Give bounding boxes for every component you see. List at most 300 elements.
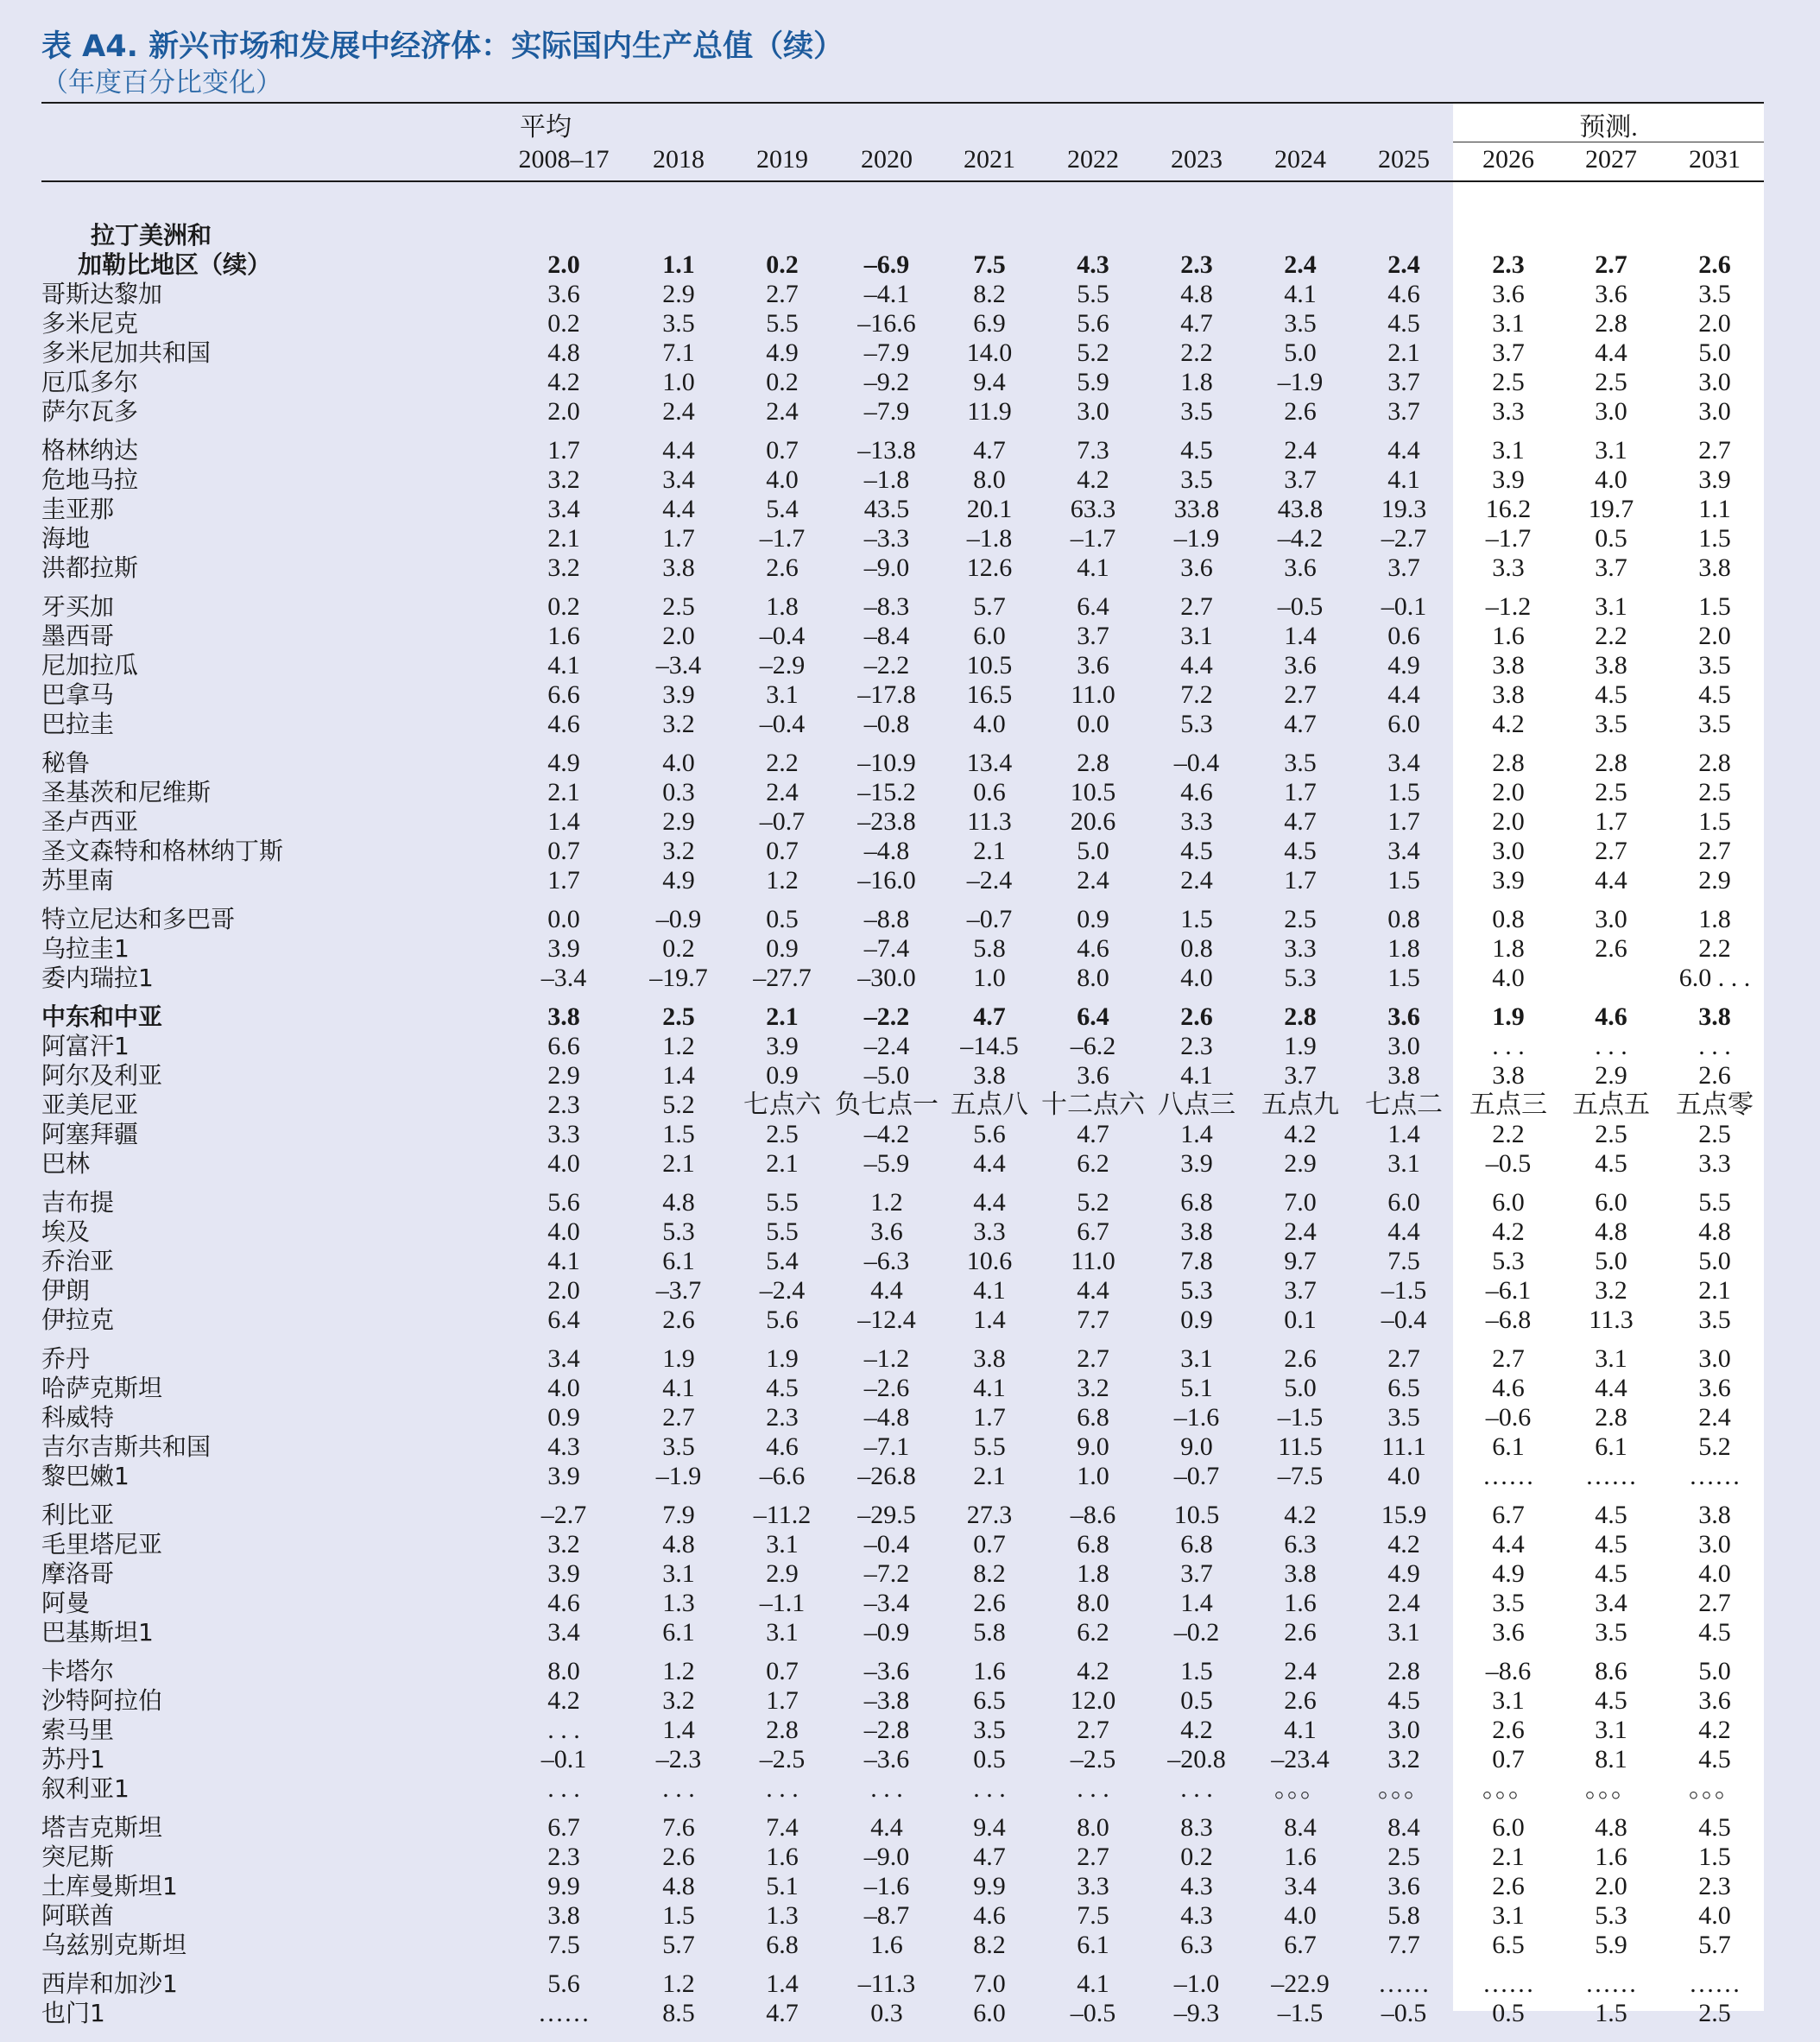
table-cell: –3.8 bbox=[863, 1686, 910, 1715]
table-cell: …… bbox=[1482, 1969, 1534, 1998]
table-cell: 2.7 bbox=[766, 280, 799, 308]
row-label: 毛里塔尼亚 bbox=[41, 1530, 163, 1558]
table-cell: 4.5 bbox=[1698, 1618, 1731, 1647]
table-row bbox=[0, 1774, 1820, 1804]
table-cell: 3.5 bbox=[662, 309, 695, 338]
table-cell: 9.4 bbox=[973, 368, 1006, 396]
table-cell: 1.2 bbox=[870, 1188, 903, 1217]
table-cell: 6.0 bbox=[1492, 1813, 1525, 1842]
table-cell: 4.4 bbox=[1492, 1530, 1525, 1558]
table-cell: 5.3 bbox=[1492, 1247, 1525, 1275]
row-label: 突尼斯 bbox=[41, 1843, 115, 1871]
table-cell: –2.3 bbox=[655, 1745, 702, 1773]
table-cell: 八点三 bbox=[1158, 1091, 1235, 1119]
table-cell: 4.8 bbox=[662, 1188, 695, 1217]
table-cell: 2.6 bbox=[662, 1305, 695, 1334]
table-cell: 2.6 bbox=[766, 553, 799, 582]
table-cell: 2.4 bbox=[766, 397, 799, 426]
table-cell: 4.2 bbox=[547, 368, 580, 396]
table-cell: 2.4 bbox=[1284, 1217, 1317, 1246]
table-cell: 1.6 bbox=[1595, 1843, 1627, 1871]
table-cell: 3.8 bbox=[1180, 1217, 1213, 1246]
table-cell: –4.2 bbox=[1277, 524, 1324, 553]
table-cell: 1.5 bbox=[1180, 1657, 1213, 1685]
table-cell: 43.8 bbox=[1277, 495, 1324, 523]
table-cell: 6.7 bbox=[1077, 1217, 1109, 1246]
table-cell: 4.5 bbox=[1698, 1813, 1731, 1842]
table-cell: 6.3 bbox=[1284, 1530, 1317, 1558]
table-cell: 4.9 bbox=[1492, 1559, 1525, 1588]
table-cell: 3.1 bbox=[766, 1530, 799, 1558]
table-cell: 4.6 bbox=[973, 1901, 1006, 1930]
table-cell: 3.8 bbox=[1595, 651, 1627, 680]
row-label: 牙买加 bbox=[41, 592, 115, 621]
row-label: 乌拉圭1 bbox=[41, 934, 130, 963]
table-cell: 2.2 bbox=[1595, 622, 1627, 650]
row-label: 圣基茨和尼维斯 bbox=[41, 778, 212, 806]
table-cell: 6.3 bbox=[1180, 1931, 1213, 1959]
table-cell: 6.7 bbox=[1492, 1501, 1525, 1529]
table-cell: 3.9 bbox=[662, 680, 695, 709]
table-cell: –1.8 bbox=[966, 524, 1013, 553]
table-cell: 2.4 bbox=[1698, 1403, 1731, 1432]
table-cell: –0.4 bbox=[863, 1530, 910, 1558]
table-cell: 11.9 bbox=[967, 397, 1012, 426]
table-cell: 0.2 bbox=[766, 368, 799, 396]
table-cell: 2.9 bbox=[547, 1061, 580, 1090]
table-cell: 3.5 bbox=[1180, 397, 1213, 426]
table-cell: 3.9 bbox=[547, 934, 580, 963]
table-cell: 9.9 bbox=[973, 1872, 1006, 1900]
table-cell: 1.9 bbox=[1492, 1002, 1525, 1031]
table-cell: 2.7 bbox=[1077, 1716, 1109, 1744]
table-cell: 2.4 bbox=[1284, 436, 1317, 465]
table-cell: 4.1 bbox=[662, 1374, 695, 1402]
table-cell: –4.8 bbox=[863, 837, 910, 865]
table-cell: 。。。 bbox=[1585, 1774, 1637, 1803]
table-cell: 1.3 bbox=[662, 1589, 695, 1617]
table-cell: 4.5 bbox=[1595, 680, 1627, 709]
table-cell: –9.0 bbox=[863, 1843, 910, 1871]
table-cell: –1.9 bbox=[655, 1462, 702, 1490]
table-cell: 5.0 bbox=[1595, 1247, 1627, 1275]
table-cell: 6.0 bbox=[1387, 1188, 1420, 1217]
table-row bbox=[0, 1061, 1820, 1091]
table-cell: . . . bbox=[1698, 1032, 1731, 1060]
table-cell: 1.5 bbox=[662, 1901, 695, 1930]
table-cell: –12.4 bbox=[857, 1305, 916, 1334]
row-label: 圣文森特和格林纳丁斯 bbox=[41, 837, 284, 865]
table-cell: 7.3 bbox=[1077, 436, 1109, 465]
table-row bbox=[0, 1901, 1820, 1931]
table-cell: 2.7 bbox=[1698, 436, 1731, 465]
table-cell: 4.7 bbox=[1180, 309, 1213, 338]
table-cell: 1.2 bbox=[766, 866, 799, 895]
table-cell: 1.4 bbox=[1180, 1589, 1213, 1617]
table-row bbox=[0, 553, 1820, 583]
table-cell: –2.2 bbox=[863, 651, 910, 680]
table-cell: –0.1 bbox=[540, 1745, 587, 1773]
table-cell: . . . bbox=[766, 1774, 799, 1803]
table-row bbox=[0, 866, 1820, 895]
table-cell: 2.4 bbox=[1387, 1589, 1420, 1617]
table-cell: 7.2 bbox=[1180, 680, 1213, 709]
table-cell: –1.6 bbox=[863, 1872, 910, 1900]
row-label: 伊朗 bbox=[41, 1276, 91, 1305]
table-row bbox=[0, 1305, 1820, 1335]
table-cell: 1.4 bbox=[766, 1969, 799, 1998]
table-cell: 4.1 bbox=[547, 1247, 580, 1275]
row-label: 哈萨克斯坦 bbox=[41, 1374, 163, 1402]
table-cell: –6.6 bbox=[759, 1462, 806, 1490]
table-row bbox=[0, 592, 1820, 622]
table-cell: –7.9 bbox=[863, 397, 910, 426]
table-cell: 6.0 bbox=[973, 1999, 1006, 2027]
table-cell: 3.7 bbox=[1284, 465, 1317, 494]
table-cell: 2.7 bbox=[1698, 837, 1731, 865]
table-cell: 3.2 bbox=[547, 1530, 580, 1558]
column-header: 2027 bbox=[1585, 145, 1637, 174]
table-cell: 3.6 bbox=[870, 1217, 903, 1246]
row-label: 阿富汗1 bbox=[41, 1032, 130, 1060]
table-cell: 2.6 bbox=[1595, 934, 1627, 963]
table-cell: 12.6 bbox=[966, 553, 1013, 582]
table-cell: –7.2 bbox=[863, 1559, 910, 1588]
table-cell: …… bbox=[1689, 1462, 1741, 1490]
table-cell: 2.5 bbox=[662, 592, 695, 621]
table-cell: –0.9 bbox=[863, 1618, 910, 1647]
table-cell: 4.5 bbox=[1595, 1149, 1627, 1178]
table-cell: 4.8 bbox=[662, 1530, 695, 1558]
table-cell: 2.8 bbox=[1077, 749, 1109, 777]
table-cell: 0.9 bbox=[766, 1061, 799, 1090]
table-cell: 2.6 bbox=[1284, 1618, 1317, 1647]
table-cell: 4.6 bbox=[766, 1432, 799, 1461]
table-cell: 6.4 bbox=[1077, 592, 1109, 621]
table-cell: 10.6 bbox=[966, 1247, 1013, 1275]
table-cell: 3.3 bbox=[1180, 807, 1213, 836]
table-cell: –0.7 bbox=[759, 807, 806, 836]
table-cell: 3.3 bbox=[1284, 934, 1317, 963]
column-header: 2023 bbox=[1171, 145, 1223, 174]
table-cell: –6.1 bbox=[1485, 1276, 1532, 1305]
table-cell: –3.4 bbox=[540, 964, 587, 992]
table-cell: –8.8 bbox=[863, 905, 910, 933]
row-label: 墨西哥 bbox=[41, 622, 115, 650]
table-cell: 2.5 bbox=[1284, 905, 1317, 933]
table-cell: 8.2 bbox=[973, 280, 1006, 308]
table-cell: 3.3 bbox=[1698, 1149, 1731, 1178]
table-cell: 8.2 bbox=[973, 1931, 1006, 1959]
table-cell: 6.1 bbox=[1492, 1432, 1525, 1461]
row-label: 吉布提 bbox=[41, 1188, 115, 1217]
table-cell: . . . bbox=[973, 1774, 1006, 1803]
row-label: 中东和中亚 bbox=[41, 1002, 163, 1031]
table-cell: 1.5 bbox=[1387, 866, 1420, 895]
table-cell: 2.1 bbox=[973, 1462, 1006, 1490]
table-cell: –19.7 bbox=[649, 964, 708, 992]
table-cell: 4.4 bbox=[1387, 680, 1420, 709]
table-cell: 6.2 bbox=[1077, 1149, 1109, 1178]
table-cell: 4.6 bbox=[547, 1589, 580, 1617]
table-cell: 4.0 bbox=[662, 749, 695, 777]
table-cell: –2.7 bbox=[540, 1501, 587, 1529]
table-cell: 3.8 bbox=[1698, 553, 1731, 582]
table-cell: 五点五 bbox=[1572, 1091, 1650, 1119]
table-cell: –11.3 bbox=[857, 1969, 916, 1998]
table-cell: 7.0 bbox=[973, 1969, 1006, 1998]
table-row bbox=[0, 1657, 1820, 1686]
table-row bbox=[0, 934, 1820, 964]
table-cell: 3.1 bbox=[1595, 436, 1627, 465]
table-cell: 4.4 bbox=[662, 495, 695, 523]
table-cell: 5.4 bbox=[766, 495, 799, 523]
column-header: 2031 bbox=[1689, 145, 1741, 174]
table-cell: 5.3 bbox=[1595, 1901, 1627, 1930]
table-cell: 4.9 bbox=[766, 338, 799, 367]
row-label: 吉尔吉斯共和国 bbox=[41, 1432, 212, 1461]
table-cell: 5.0 bbox=[1698, 1657, 1731, 1685]
table-cell: 1.0 bbox=[1077, 1462, 1109, 1490]
table-cell: 3.0 bbox=[1595, 905, 1627, 933]
table-cell: 2.2 bbox=[1180, 338, 1213, 367]
table-cell: 4.9 bbox=[1387, 651, 1420, 680]
table-cell: 1.5 bbox=[1698, 592, 1731, 621]
table-cell: 7.1 bbox=[662, 338, 695, 367]
table-cell: 3.0 bbox=[1698, 1530, 1731, 1558]
table-cell: 3.5 bbox=[973, 1716, 1006, 1744]
table-cell: –26.8 bbox=[857, 1462, 916, 1490]
table-cell: 0.7 bbox=[766, 837, 799, 865]
average-header: 平均 bbox=[520, 113, 572, 142]
table-cell: 3.0 bbox=[1595, 397, 1627, 426]
table-cell: 1.4 bbox=[662, 1061, 695, 1090]
table-cell: 3.6 bbox=[1077, 1061, 1109, 1090]
table-cell: 2.0 bbox=[547, 397, 580, 426]
table-cell: 2.7 bbox=[1595, 837, 1627, 865]
table-cell: 20.1 bbox=[966, 495, 1013, 523]
table-cell: 4.9 bbox=[1387, 1559, 1420, 1588]
table-row bbox=[0, 397, 1820, 427]
table-cell: 1.5 bbox=[1180, 905, 1213, 933]
table-cell: 4.0 bbox=[973, 710, 1006, 738]
table-cell: 19.7 bbox=[1588, 495, 1634, 523]
table-cell: 10.5 bbox=[966, 651, 1013, 680]
table-cell: 0.9 bbox=[1180, 1305, 1213, 1334]
table-cell: 3.5 bbox=[1595, 710, 1627, 738]
table-cell: –1.9 bbox=[1173, 524, 1220, 553]
table-title: 表 A4. 新兴市场和发展中经济体：实际国内生产总值（续） bbox=[41, 29, 844, 64]
table-cell: 4.0 bbox=[1595, 465, 1627, 494]
table-cell: 4.0 bbox=[547, 1149, 580, 1178]
table-cell: 1.5 bbox=[1698, 524, 1731, 553]
column-header: 2020 bbox=[861, 145, 913, 174]
table-cell: 3.7 bbox=[1387, 368, 1420, 396]
table-cell: 7.5 bbox=[547, 1931, 580, 1959]
table-cell: 0.5 bbox=[766, 905, 799, 933]
table-row bbox=[0, 1091, 1820, 1120]
table-cell: 6.8 bbox=[1077, 1403, 1109, 1432]
table-cell: 8.3 bbox=[1180, 1813, 1213, 1842]
table-cell: 6.8 bbox=[1180, 1530, 1213, 1558]
table-cell: 3.9 bbox=[766, 1032, 799, 1060]
table-cell: 11.1 bbox=[1381, 1432, 1426, 1461]
table-cell: 4.4 bbox=[973, 1188, 1006, 1217]
table-cell: 2.4 bbox=[1180, 866, 1213, 895]
table-cell: 8.2 bbox=[973, 1559, 1006, 1588]
table-cell: 6.1 bbox=[662, 1247, 695, 1275]
table-cell: –2.9 bbox=[759, 651, 806, 680]
table-cell: 3.0 bbox=[1077, 397, 1109, 426]
row-label: 洪都拉斯 bbox=[41, 553, 139, 582]
table-cell: 9.0 bbox=[1180, 1432, 1213, 1461]
table-row bbox=[0, 1686, 1820, 1716]
table-cell: 1.9 bbox=[766, 1344, 799, 1373]
table-cell: 8.0 bbox=[547, 1657, 580, 1685]
table-cell: 4.4 bbox=[1387, 1217, 1420, 1246]
table-cell: 4.1 bbox=[1180, 1061, 1213, 1090]
table-cell: 4.7 bbox=[1284, 807, 1317, 836]
table-row bbox=[0, 1344, 1820, 1374]
table-cell: 3.5 bbox=[1698, 280, 1731, 308]
table-cell: –1.7 bbox=[1070, 524, 1116, 553]
row-label: 巴林 bbox=[41, 1149, 91, 1178]
table-cell: 0.9 bbox=[547, 1403, 580, 1432]
table-cell: –6.8 bbox=[1485, 1305, 1532, 1334]
table-cell: 0.5 bbox=[973, 1745, 1006, 1773]
table-cell: 3.0 bbox=[1698, 368, 1731, 396]
table-row bbox=[0, 622, 1820, 651]
table-cell: 0.7 bbox=[973, 1530, 1006, 1558]
table-row bbox=[0, 250, 1820, 280]
table-cell: 3.5 bbox=[1492, 1589, 1525, 1617]
row-label: 卡塔尔 bbox=[41, 1657, 115, 1685]
table-cell: –7.5 bbox=[1277, 1462, 1324, 1490]
table-cell: 2.4 bbox=[1284, 1657, 1317, 1685]
table-cell: 0.3 bbox=[870, 1999, 903, 2027]
table-cell: 3.1 bbox=[1595, 592, 1627, 621]
table-cell: 4.2 bbox=[1387, 1530, 1420, 1558]
table-cell: 6.0 bbox=[973, 622, 1006, 650]
row-label: 秘鲁 bbox=[41, 749, 91, 777]
table-cell: 2.3 bbox=[1180, 1032, 1213, 1060]
table-cell: 3.1 bbox=[1492, 1686, 1525, 1715]
table-cell: 4.1 bbox=[1077, 553, 1109, 582]
table-row bbox=[0, 524, 1820, 553]
table-cell: 2.1 bbox=[547, 524, 580, 553]
table-cell: 33.8 bbox=[1173, 495, 1220, 523]
table-cell: 1.8 bbox=[1698, 905, 1731, 933]
table-cell: 4.3 bbox=[1180, 1872, 1213, 1900]
table-cell: 4.2 bbox=[1698, 1716, 1731, 1744]
table-cell: 0.2 bbox=[1180, 1843, 1213, 1871]
table-cell: 。。。 bbox=[1689, 1774, 1741, 1803]
table-cell: 6.7 bbox=[547, 1813, 580, 1842]
table-cell: 3.5 bbox=[1284, 749, 1317, 777]
table-cell: 16.2 bbox=[1485, 495, 1532, 523]
table-cell: 2.5 bbox=[1595, 368, 1627, 396]
table-row bbox=[0, 1813, 1820, 1843]
table-cell: –2.5 bbox=[1070, 1745, 1116, 1773]
table-cell: 2.8 bbox=[1595, 309, 1627, 338]
table-cell: 2.6 bbox=[1492, 1716, 1525, 1744]
table-cell: 6.6 bbox=[547, 680, 580, 709]
table-cell: 6.5 bbox=[973, 1686, 1006, 1715]
table-cell: 3.8 bbox=[547, 1901, 580, 1930]
table-cell: 4.1 bbox=[973, 1374, 1006, 1402]
table-cell: 3.7 bbox=[1077, 622, 1109, 650]
table-cell: 4.2 bbox=[1492, 1217, 1525, 1246]
table-cell: 0.2 bbox=[766, 250, 799, 279]
table-cell: 3.8 bbox=[973, 1344, 1006, 1373]
table-cell: –3.4 bbox=[863, 1589, 910, 1617]
table-cell: –0.7 bbox=[1173, 1462, 1220, 1490]
table-cell: 3.6 bbox=[1284, 553, 1317, 582]
table-cell: 10.5 bbox=[1173, 1501, 1220, 1529]
table-cell: 。。。 bbox=[1482, 1774, 1534, 1803]
table-cell: 4.8 bbox=[1180, 280, 1213, 308]
column-header: 2019 bbox=[756, 145, 808, 174]
table-cell: 8.1 bbox=[1595, 1745, 1627, 1773]
table-cell: 4.0 bbox=[766, 465, 799, 494]
table-cell: –4.8 bbox=[863, 1403, 910, 1432]
table-cell: 7.5 bbox=[1387, 1247, 1420, 1275]
table-cell: 4.7 bbox=[973, 1002, 1006, 1031]
table-cell: 3.1 bbox=[662, 1559, 695, 1588]
table-cell: 3.5 bbox=[1595, 1618, 1627, 1647]
table-cell: 2.5 bbox=[662, 1002, 695, 1031]
table-cell: –1.0 bbox=[1173, 1969, 1220, 1998]
table-cell: 4.1 bbox=[1077, 1969, 1109, 1998]
row-label: 圣卢西亚 bbox=[41, 807, 139, 836]
table-cell: 4.5 bbox=[1180, 436, 1213, 465]
table-cell: 3.2 bbox=[547, 553, 580, 582]
table-cell: 3.7 bbox=[1387, 553, 1420, 582]
table-cell: 1.8 bbox=[1492, 934, 1525, 963]
table-cell: 3.5 bbox=[1180, 465, 1213, 494]
table-cell: –2.4 bbox=[759, 1276, 806, 1305]
table-cell: 14.0 bbox=[966, 338, 1013, 367]
table-cell: 3.9 bbox=[547, 1559, 580, 1588]
table-cell: 3.5 bbox=[1698, 710, 1731, 738]
table-cell: 2.1 bbox=[1698, 1276, 1731, 1305]
table-cell: 4.6 bbox=[1180, 778, 1213, 806]
table-cell: 2.9 bbox=[1284, 1149, 1317, 1178]
column-header: 2022 bbox=[1067, 145, 1119, 174]
table-cell: 1.6 bbox=[766, 1843, 799, 1871]
table-cell: –14.5 bbox=[960, 1032, 1019, 1060]
table-cell: –6.3 bbox=[863, 1247, 910, 1275]
table-cell: –0.5 bbox=[1485, 1149, 1532, 1178]
table-cell: 2.1 bbox=[766, 1149, 799, 1178]
table-cell: 7.0 bbox=[1284, 1188, 1317, 1217]
table-cell: . . . bbox=[662, 1774, 695, 1803]
table-cell: 1.6 bbox=[547, 622, 580, 650]
row-label: 厄瓜多尔 bbox=[41, 368, 139, 396]
table-cell: –20.8 bbox=[1167, 1745, 1226, 1773]
table-cell: 3.5 bbox=[662, 1432, 695, 1461]
table-cell: 2.5 bbox=[1595, 1120, 1627, 1148]
table-cell: 2.1 bbox=[766, 1002, 799, 1031]
table-cell: 3.4 bbox=[547, 495, 580, 523]
table-cell: –1.2 bbox=[1485, 592, 1532, 621]
table-cell: 4.4 bbox=[1180, 651, 1213, 680]
table-cell: 1.7 bbox=[1284, 778, 1317, 806]
table-cell: 3.4 bbox=[1387, 749, 1420, 777]
table-cell: 6.4 bbox=[1077, 1002, 1109, 1031]
table-cell: 2.7 bbox=[1077, 1344, 1109, 1373]
table-cell: 1.4 bbox=[973, 1305, 1006, 1334]
